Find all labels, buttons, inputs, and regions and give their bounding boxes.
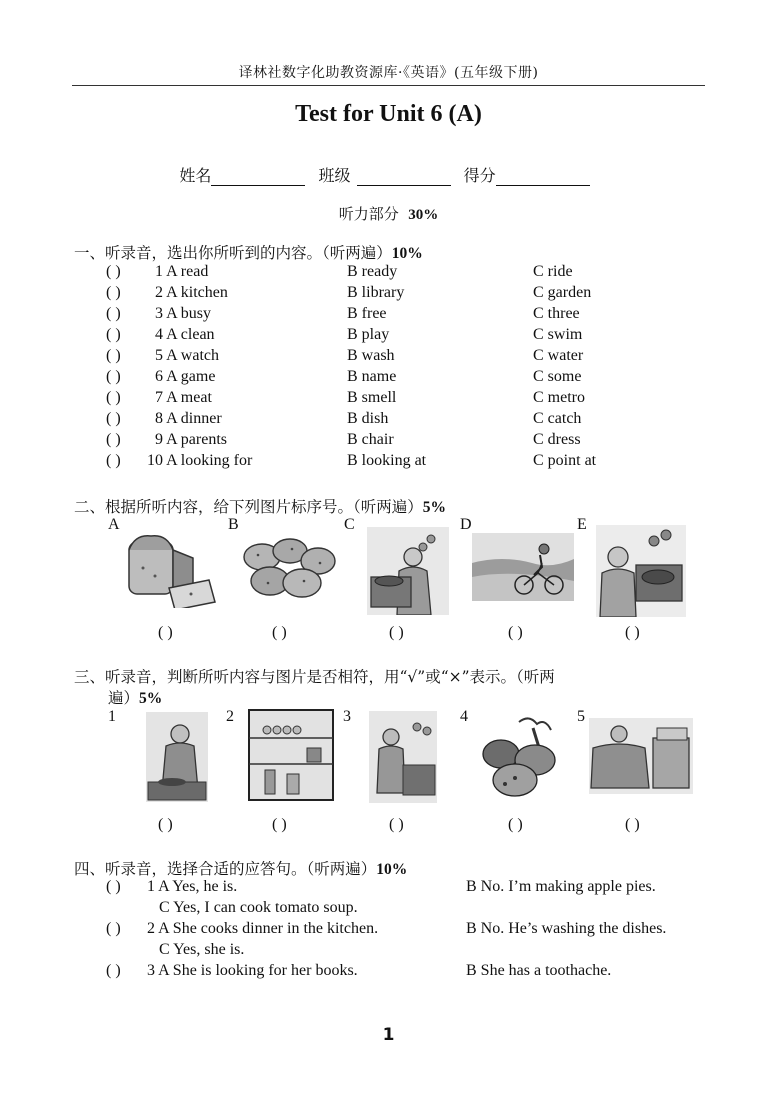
cooking-picture	[367, 527, 449, 615]
option-c: C ride	[533, 263, 573, 280]
section2-title	[74, 495, 446, 517]
picture-label-b: B	[228, 516, 239, 533]
class-label: 班级	[318, 166, 351, 185]
answer-paren[interactable]: ( )	[106, 305, 121, 322]
riding-bike-picture	[472, 533, 574, 601]
option-b: B No. He’s washing the dishes.	[466, 920, 667, 937]
answer-paren[interactable]: ( )	[106, 452, 121, 469]
option-c: C water	[533, 347, 584, 364]
option-b: B smell	[347, 389, 397, 406]
picture-label-e: E	[577, 516, 587, 533]
option-b: B dish	[347, 410, 389, 427]
option-a: 1 A Yes, he is.	[147, 878, 238, 895]
option-a: 7 A meat	[155, 389, 212, 406]
option-a: 10 A looking for	[147, 452, 253, 469]
answer-paren[interactable]: ( )	[158, 624, 173, 641]
section1-title	[74, 241, 423, 263]
fridge-picture	[247, 708, 335, 802]
option-c: C three	[533, 305, 580, 322]
page-number: 1	[382, 1025, 395, 1045]
section4-title-text: 四、听录音，选择合适的应答句。（听两遍）	[74, 860, 377, 878]
score-label: 得分	[463, 166, 496, 185]
section3-title: 三、听录音，判断所听内容与图片是否相符，用“√”或“×”表示。（听两	[74, 668, 555, 686]
answer-paren[interactable]: ( )	[106, 878, 121, 895]
option-b: B ready	[347, 263, 398, 280]
picture-label-4: 4	[460, 708, 468, 725]
page-title: Test for Unit 6 (A)	[295, 101, 482, 127]
answer-paren[interactable]: ( )	[625, 816, 640, 833]
answer-paren[interactable]: ( )	[106, 410, 121, 427]
answer-paren[interactable]: ( )	[272, 816, 287, 833]
bread-picture	[123, 528, 219, 608]
option-b: B She has a toothache.	[466, 962, 612, 979]
option-a: 8 A dinner	[155, 410, 222, 427]
answer-paren[interactable]: ( )	[106, 284, 121, 301]
option-b: B looking at	[347, 452, 427, 469]
answer-paren[interactable]: ( )	[106, 326, 121, 343]
part-percent: 30%	[408, 207, 439, 223]
picture-label-5: 5	[577, 708, 585, 725]
man-cooking-picture	[146, 712, 208, 802]
part-label: 听力部分	[338, 205, 399, 223]
answer-paren[interactable]: ( )	[389, 816, 404, 833]
option-a: 2 A She cooks dinner in the kitchen.	[147, 920, 379, 937]
section1-title-text: 一、听录音，选出你所听到的内容。（听两遍）	[74, 244, 392, 262]
washing-dishes-picture	[596, 525, 686, 617]
section3-title-line2: 遍）	[108, 689, 140, 707]
option-a: 9 A parents	[155, 431, 227, 448]
option-b: B library	[347, 284, 405, 301]
option-b: B chair	[347, 431, 394, 448]
option-a: 3 A busy	[155, 305, 212, 322]
option-c: C catch	[533, 410, 582, 427]
answer-paren[interactable]: ( )	[106, 263, 121, 280]
score-blank[interactable]	[496, 169, 590, 186]
name-blank[interactable]	[211, 169, 305, 186]
option-c: C Yes, I can cook tomato soup.	[159, 899, 358, 916]
picture-label-c: C	[344, 516, 355, 533]
answer-paren[interactable]: ( )	[508, 624, 523, 641]
class-blank[interactable]	[357, 169, 451, 186]
info-row	[0, 163, 777, 186]
option-c: C metro	[533, 389, 585, 406]
listening-part-label	[0, 203, 777, 224]
header-divider	[72, 85, 705, 86]
section1-score: 10%	[391, 245, 423, 262]
option-b: B name	[347, 368, 397, 385]
section3-score: 5%	[139, 690, 163, 707]
section4-score: 10%	[376, 861, 408, 878]
answer-paren[interactable]: ( )	[106, 962, 121, 979]
answer-paren[interactable]: ( )	[106, 368, 121, 385]
answer-paren[interactable]: ( )	[106, 347, 121, 364]
picture-label-3: 3	[343, 708, 351, 725]
option-c: C garden	[533, 284, 592, 301]
answer-paren[interactable]: ( )	[508, 816, 523, 833]
option-c: C point at	[533, 452, 597, 469]
option-c: C Yes, she is.	[159, 941, 245, 958]
option-a: 6 A game	[155, 368, 216, 385]
picture-label-a: A	[108, 516, 120, 533]
vegetables-picture	[479, 714, 567, 800]
option-b: B free	[347, 305, 387, 322]
answer-paren[interactable]: ( )	[106, 389, 121, 406]
section4-title	[74, 857, 407, 879]
header-text: 译林社数字化助教资源库·《英语》(五年级下册)	[238, 65, 539, 81]
answer-paren[interactable]: ( )	[106, 431, 121, 448]
option-a: 5 A watch	[155, 347, 219, 364]
making-bed-picture	[589, 718, 693, 794]
option-c: C some	[533, 368, 582, 385]
option-b: B play	[347, 326, 390, 343]
answer-paren[interactable]: ( )	[625, 624, 640, 641]
girl-at-sink-picture	[369, 711, 437, 803]
picture-label-d: D	[460, 516, 472, 533]
option-a: 3 A She is looking for her books.	[147, 962, 358, 979]
answer-paren[interactable]: ( )	[158, 816, 173, 833]
answer-paren[interactable]: ( )	[106, 920, 121, 937]
option-b: B No. I’m making apple pies.	[466, 878, 656, 895]
option-c: C swim	[533, 326, 583, 343]
picture-label-1: 1	[108, 708, 116, 725]
option-a: 4 A clean	[155, 326, 215, 343]
option-b: B wash	[347, 347, 395, 364]
picture-label-2: 2	[226, 708, 234, 725]
answer-paren[interactable]: ( )	[272, 624, 287, 641]
name-label: 姓名	[179, 166, 212, 185]
potatoes-picture	[240, 537, 338, 603]
answer-paren[interactable]: ( )	[389, 624, 404, 641]
option-a: 2 A kitchen	[155, 284, 228, 301]
option-c: C dress	[533, 431, 581, 448]
section3-title-cont	[108, 686, 162, 708]
option-a: 1 A read	[155, 263, 209, 280]
section2-score: 5%	[422, 499, 447, 516]
section2-title-text: 二、根据所听内容，给下列图片标序号。（听两遍）	[74, 498, 423, 516]
